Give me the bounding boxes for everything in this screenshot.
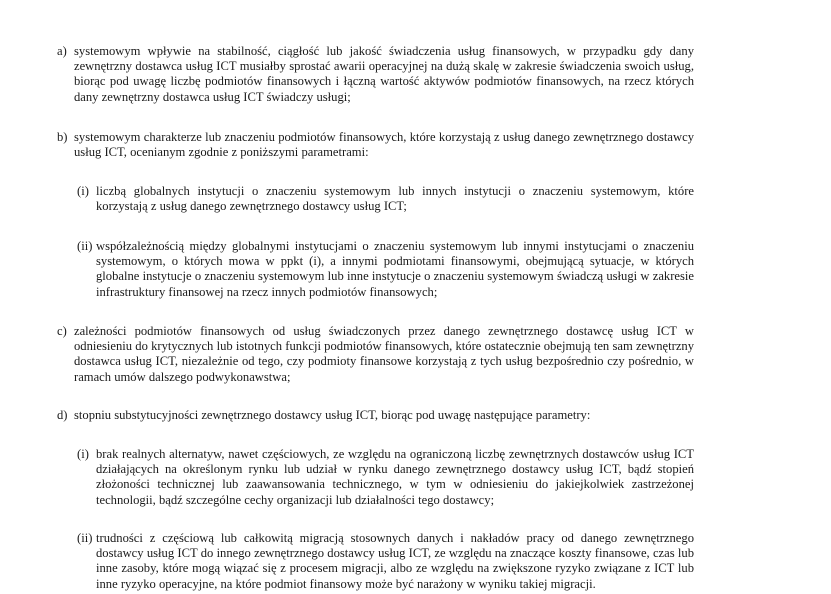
item-text-a: systemowym wpływie na stabilność, ciągłość lub jakość świadczenia usług finansowych, w przypadku gdy dany zewnętrzny dostawca usług ICT musiałby sprostać awarii operacyjnej na dużą skalę w zakresie świadczenia swoich usług, biorąc pod uwagę liczbę podmiotów finansowych i łączną wartość aktywów podmiotów finansowych, na rzecz których dany zewnętrzny dostawca usług ICT świadczy usługi; (74, 44, 694, 104)
list-subitem-b-i (77, 184, 694, 214)
list-item-d (57, 408, 694, 423)
list-subitem-b-ii (77, 239, 694, 300)
item-text-b: systemowym charakterze lub znaczeniu podmiotów finansowych, które korzystają z usług danego zewnętrznego dostawcy usług ICT, ocenianym zgodnie z poniższymi parametrami: (74, 130, 694, 160)
list-item-a (57, 44, 694, 105)
item-label-b: b) (57, 130, 68, 144)
item-text-c: zależności podmiotów finansowych od usług świadczonych przez danego zewnętrznego dostawcę usług ICT w odniesieniu do krytycznych lub istotnych funkcji podmiotów finansowych, które ostatecznie obejmują ten sam zewnętrzny dostawca usług ICT, niezależnie od tego, czy podmioty finansowe korzystają z tych usług bezpośrednio czy pośrednio, w ramach umów dalszego podwykonawstwa; (74, 324, 694, 384)
subitem-text-d-i: brak realnych alternatyw, nawet częściowych, ze względu na ograniczoną liczbę zewnętrznych dostawców usług ICT działających na określonym rynku lub udział w rynku danego zewnętrznego dostawcy usług ICT, bądź stopień złożoności technicznej lub zaawansowania technicznego, w tym w odniesieniu do jakiejkolwiek zastrzeżonej technologii, bądź szczególne cechy organizacji lub działalności tego dostawcy; (96, 447, 694, 507)
subitem-text-d-ii: trudności z częściową lub całkowitą migracją stosownych danych i nakładów pracy od danego zewnętrznego dostawcy usług ICT do innego zewnętrznego dostawcy usług ICT, ze względu na znaczące koszty finansowe, czas lub inne zasoby, które mogą wiązać się z procesem migracji, albo ze względu na zwiększone ryzyko związane z ICT lub inne ryzyko operacyjne, na które podmiot finansowy może być narażony w wyniku takiej migracji. (96, 531, 694, 591)
item-label-a: a) (57, 44, 67, 58)
item-label-d: d) (57, 408, 68, 422)
subitem-label-d-ii: (ii) (77, 531, 93, 545)
item-label-c: c) (57, 324, 67, 338)
subitem-text-b-ii: współzależnością między globalnymi instytucjami o znaczeniu systemowym lub innymi instytucjami o znaczeniu systemowym, o których mowa w ppkt (i), a innymi podmiotami finansowymi, obejmującą sytuacje, w których globalne instytucje o znaczeniu systemowym lub inne instytucje o znaczeniu systemowym świadczą usługi w zakresie infrastruktury finansowej na rzecz innych podmiotów finansowych; (96, 239, 694, 299)
subitem-label-b-i: (i) (77, 184, 89, 198)
list-subitem-d-ii (77, 531, 694, 592)
list-item-b (57, 130, 694, 160)
subitem-label-d-i: (i) (77, 447, 89, 461)
subitem-text-b-i: liczbą globalnych instytucji o znaczeniu systemowym lub innych instytucji o znaczeniu systemowym, które korzystają z usług danego zewnętrznego dostawcy usług ICT; (96, 184, 694, 214)
item-text-d: stopniu substytucyjności zewnętrznego dostawcy usług ICT, biorąc pod uwagę następujące parametry: (74, 408, 591, 422)
list-item-c (57, 324, 694, 385)
list-subitem-d-i (77, 447, 694, 508)
subitem-label-b-ii: (ii) (77, 239, 93, 253)
